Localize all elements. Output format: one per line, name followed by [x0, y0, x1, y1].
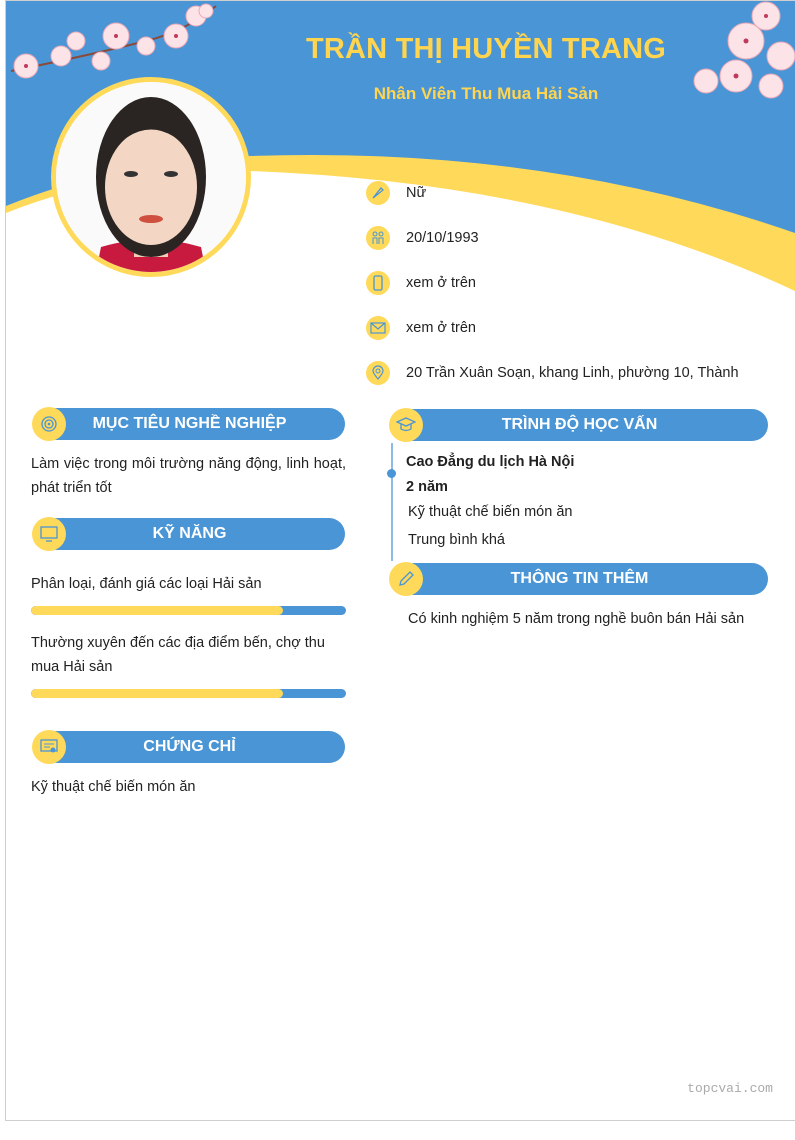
objective-title: MỤC TIÊU NGHỀ NGHIỆP	[92, 415, 287, 432]
gender-icon	[366, 181, 390, 205]
education-title: TRÌNH ĐỘ HỌC VẤN	[501, 416, 658, 433]
skill-level-fill	[31, 689, 283, 698]
additional-title: THÔNG TIN THÊM	[510, 570, 649, 587]
education-duration: 2 năm	[406, 479, 448, 495]
phone-value[interactable]: xem ở trên	[406, 275, 476, 291]
certificate-icon	[32, 730, 66, 764]
email-icon	[366, 316, 390, 340]
profile-photo	[51, 77, 251, 277]
contact-gender	[366, 181, 426, 205]
contact-address	[366, 361, 739, 385]
skill-level-bar	[31, 689, 346, 698]
additional-text: Có kinh nghiệm 5 năm trong nghề buôn bán Hải sản	[408, 611, 745, 627]
footer-watermark: topcvai.com	[687, 1081, 773, 1096]
section-header-objective	[34, 408, 345, 440]
education-grade: Trung bình khá	[408, 532, 505, 548]
graduation-cap-icon	[389, 408, 423, 442]
portrait-image	[56, 82, 246, 272]
skills-title: KỸ NĂNG	[152, 525, 227, 542]
certificates-title: CHỨNG CHỈ	[143, 738, 236, 755]
education-school: Cao Đẳng du lịch Hà Nội	[406, 454, 575, 470]
birthday-value: 20/10/1993	[406, 230, 479, 246]
section-header-additional	[391, 563, 768, 595]
objective-text: Làm việc trong môi trường năng động, linh hoạt, phát triển tốt	[31, 456, 346, 496]
location-icon	[366, 361, 390, 385]
skill-level-fill	[31, 606, 283, 615]
target-icon	[32, 407, 66, 441]
cv-page	[5, 0, 795, 1121]
gender-value: Nữ	[406, 185, 427, 201]
timeline-dot	[387, 469, 396, 478]
certificate-item: Kỹ thuật chế biến món ăn	[31, 779, 196, 795]
contact-birthday	[366, 226, 479, 250]
skill-level-bar	[31, 606, 346, 615]
pencil-icon	[389, 562, 423, 596]
candidate-role: Nhân Viên Thu Mua Hải Sản	[373, 84, 599, 103]
email-value[interactable]: xem ở trên	[406, 320, 476, 336]
phone-icon	[366, 271, 390, 295]
birthday-icon	[366, 226, 390, 250]
contact-email	[366, 316, 476, 340]
section-header-education	[391, 409, 768, 441]
education-major: Kỹ thuật chế biến món ăn	[408, 504, 573, 520]
section-header-skills	[34, 518, 345, 550]
skill-name: Thường xuyên đến các địa điểm bến, chợ thu mua Hải sản	[31, 635, 325, 675]
monitor-icon	[32, 517, 66, 551]
section-header-certificates	[34, 731, 345, 763]
skill-name: Phân loại, đánh giá các loại Hải sản	[31, 576, 262, 592]
timeline-line	[391, 443, 393, 561]
address-value: 20 Trần Xuân Soạn, khang Linh, phường 10, Thành	[406, 365, 739, 381]
contact-phone	[366, 271, 476, 295]
candidate-name: TRẦN THỊ HUYỀN TRANG	[305, 33, 667, 65]
